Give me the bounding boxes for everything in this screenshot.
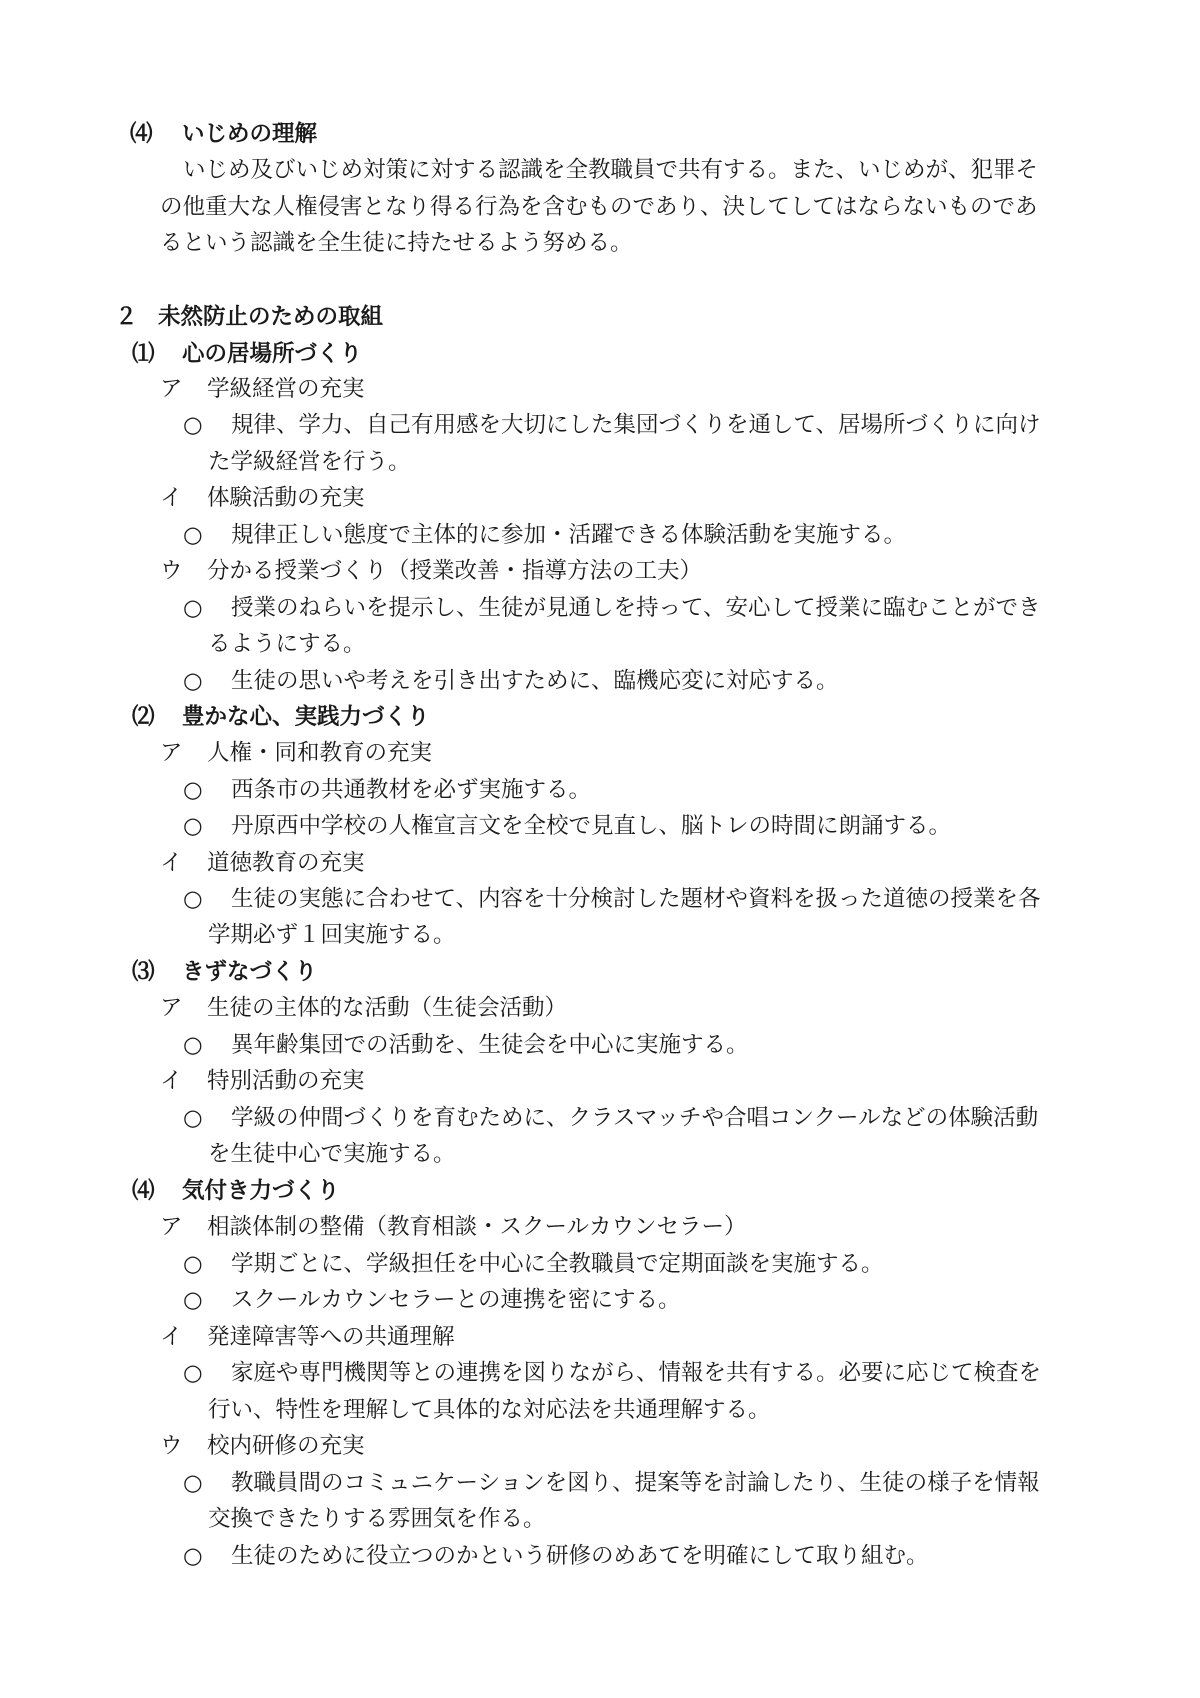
chapter-title: 未然防止のための取組	[158, 304, 384, 330]
subsection-title: 豊かな心、実践力づくり	[182, 704, 430, 730]
section-title: いじめの理解	[182, 121, 318, 147]
bullet-continuation: 行い、特性を理解して具体的な対応法を共通理解する。	[208, 1397, 771, 1423]
item-title: 相談体制の整備（教育相談・スクールカウンセラー）	[207, 1214, 747, 1240]
item-heading	[160, 376, 365, 402]
bullet-icon: ○	[183, 595, 203, 621]
item-title: 体験活動の充実	[207, 485, 365, 511]
chapter-heading	[115, 304, 383, 330]
bullet-icon: ○	[183, 668, 203, 694]
bullet-text: 教職員間のコミュニケーションを図り、提案等を討論したり、生徒の様子を情報	[231, 1470, 1040, 1496]
subsection-heading	[132, 704, 430, 730]
item-heading	[160, 1068, 365, 1094]
bullet-icon: ○	[183, 1032, 203, 1058]
bullet-continuation: 交換できたりする雰囲気を作る。	[208, 1506, 546, 1532]
bullet-line	[183, 1470, 1040, 1496]
bullet-line	[183, 1105, 1038, 1131]
bullet-line	[183, 1251, 884, 1277]
item-mark: ア	[160, 740, 183, 766]
bullet-line	[183, 886, 1041, 912]
subsection-title: 心の居場所づくり	[182, 341, 363, 367]
item-mark: ア	[160, 376, 183, 402]
bullet-continuation: を生徒中心で実施する。	[208, 1141, 456, 1167]
item-title: 分かる授業づくり（授業改善・指導方法の工夫）	[207, 558, 703, 584]
bullet-text: 学級の仲間づくりを育むために、クラスマッチや合唱コンクールなどの体験活動	[231, 1105, 1039, 1131]
bullet-text: 異年齢集団での活動を、生徒会を中心に実施する。	[231, 1032, 749, 1058]
item-mark: ウ	[160, 558, 183, 584]
subsection-number: ⑵	[132, 704, 155, 730]
bullet-line	[183, 813, 951, 839]
subsection-number: ⑴	[132, 341, 155, 367]
bullet-icon: ○	[183, 1287, 203, 1313]
bullet-text: 規律正しい態度で主体的に参加・活躍できる体験活動を実施する。	[231, 522, 907, 548]
bullet-line	[183, 1287, 681, 1313]
bullet-text: 西条市の共通教材を必ず実施する。	[231, 777, 592, 803]
item-heading	[160, 740, 432, 766]
item-mark: イ	[160, 1324, 183, 1350]
item-title: 校内研修の充実	[207, 1433, 365, 1459]
item-mark: イ	[160, 850, 183, 876]
subsection-heading	[132, 1178, 340, 1204]
item-heading	[160, 1324, 455, 1350]
bullet-continuation: るようにする。	[208, 631, 366, 657]
bullet-icon: ○	[183, 1360, 203, 1386]
item-title: 生徒の主体的な活動（生徒会活動）	[207, 995, 568, 1021]
item-title: 道徳教育の充実	[207, 850, 365, 876]
bullet-line	[183, 1032, 749, 1058]
item-heading	[160, 485, 365, 511]
subsection-title: きずなづくり	[182, 959, 318, 985]
bullet-line	[183, 522, 906, 548]
item-heading	[160, 558, 702, 584]
bullet-text: 家庭や専門機関等との連携を図りながら、情報を共有する。必要に応じて検査を	[231, 1360, 1042, 1386]
subsection-heading	[132, 341, 362, 367]
item-mark: イ	[160, 1068, 183, 1094]
bullet-text: 規律、学力、自己有用感を大切にした集団づくりを通して、居場所づくりに向け	[231, 412, 1041, 438]
bullet-line	[183, 595, 1041, 621]
bullet-text: 生徒のために役立つのかという研修のめあてを明確にして取り組む。	[231, 1543, 929, 1569]
bullet-text: 生徒の実態に合わせて、内容を十分検討した題材や資料を扱った道徳の授業を各	[231, 886, 1041, 912]
bullet-line	[183, 412, 1041, 438]
bullet-icon: ○	[183, 522, 203, 548]
bullet-line	[183, 1543, 929, 1569]
bullet-text: 学期ごとに、学級担任を中心に全教職員で定期面談を実施する。	[231, 1251, 884, 1277]
section-number: ⑷	[130, 121, 153, 147]
chapter-number: ２	[115, 304, 138, 330]
bullet-text: 生徒の思いや考えを引き出すために、臨機応変に対応する。	[231, 668, 839, 694]
item-title: 学級経営の充実	[207, 376, 365, 402]
item-mark: イ	[160, 485, 183, 511]
item-title: 特別活動の充実	[207, 1068, 365, 1094]
subsection-number: ⑶	[132, 959, 155, 985]
bullet-icon: ○	[183, 1543, 203, 1569]
item-mark: ア	[160, 1214, 183, 1240]
item-title: 発達障害等への共通理解	[207, 1324, 455, 1350]
item-heading	[160, 850, 365, 876]
bullet-icon: ○	[183, 1470, 203, 1496]
item-mark: ウ	[160, 1433, 183, 1459]
bullet-icon: ○	[183, 813, 203, 839]
item-heading	[160, 1214, 747, 1240]
paragraph-line: の他重大な人権侵害となり得る行為を含むものであり、決してしてはならないものであ	[160, 194, 1038, 220]
item-heading	[160, 1433, 365, 1459]
bullet-line	[183, 777, 591, 803]
section-4-heading	[130, 121, 317, 147]
bullet-icon: ○	[183, 777, 203, 803]
bullet-text: スクールカウンセラーとの連携を密にする。	[231, 1287, 681, 1313]
item-heading	[160, 995, 567, 1021]
bullet-icon: ○	[183, 1251, 203, 1277]
item-mark: ア	[160, 995, 183, 1021]
bullet-line	[183, 668, 839, 694]
item-title: 人権・同和教育の充実	[207, 740, 433, 766]
bullet-line	[183, 1360, 1041, 1386]
bullet-icon: ○	[183, 412, 203, 438]
bullet-text: 授業のねらいを提示し、生徒が見通しを持って、安心して授業に臨むことができ	[231, 595, 1041, 621]
bullet-continuation: 学期必ず１回実施する。	[208, 922, 456, 948]
bullet-icon: ○	[183, 1105, 203, 1131]
bullet-text: 丹原西中学校の人権宣言文を全校で見直し、脳トレの時間に朗誦する。	[231, 813, 952, 839]
paragraph-line: いじめ及びいじめ対策に対する認識を全教職員で共有する。また、いじめが、犯罪そ	[183, 157, 1039, 183]
paragraph-line: るという認識を全生徒に持たせるよう努める。	[160, 230, 633, 256]
subsection-number: ⑷	[132, 1178, 155, 1204]
bullet-continuation: た学級経営を行う。	[208, 449, 411, 475]
subsection-heading	[132, 959, 317, 985]
bullet-icon: ○	[183, 886, 203, 912]
subsection-title: 気付き力づくり	[182, 1178, 340, 1204]
